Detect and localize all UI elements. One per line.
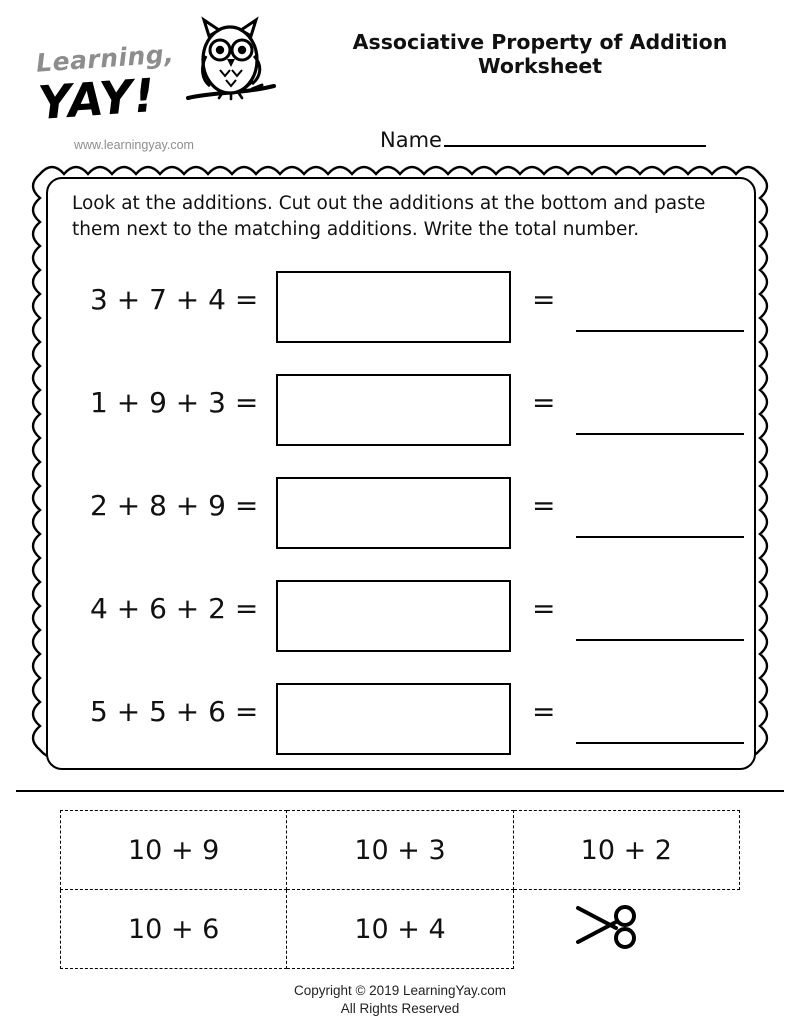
answer-line[interactable] — [576, 741, 744, 744]
answer-line[interactable] — [576, 329, 744, 332]
equals-sign: = — [532, 489, 556, 522]
problem-row — [48, 360, 758, 463]
page-footer — [0, 982, 800, 1018]
cutout-cell[interactable]: 10 + 4 — [287, 890, 513, 969]
cutout-cell[interactable]: 10 + 6 — [61, 890, 287, 969]
name-label: Name — [380, 128, 442, 152]
section-divider — [16, 790, 784, 792]
scissors-icon — [572, 898, 644, 954]
page-title: Associative Property of Addition Worksheet — [352, 30, 728, 78]
answer-line[interactable] — [576, 535, 744, 538]
answer-line[interactable] — [576, 638, 744, 641]
problem-expression: 5 + 5 + 6 = — [90, 695, 259, 728]
paste-box[interactable] — [276, 683, 511, 755]
paste-box[interactable] — [276, 477, 511, 549]
cutout-cell[interactable]: 10 + 2 — [513, 811, 739, 890]
equals-sign: = — [532, 386, 556, 419]
logo-text-yay: YAY! — [36, 67, 158, 131]
rights-line: All Rights Reserved — [340, 1001, 460, 1017]
problem-row — [48, 566, 758, 669]
paste-box[interactable] — [276, 580, 511, 652]
logo-text-learning: Learning, — [35, 39, 175, 78]
table-row — [61, 811, 740, 890]
site-logo — [22, 10, 282, 155]
problem-expression: 1 + 9 + 3 = — [90, 386, 259, 419]
equals-sign: = — [532, 283, 556, 316]
page-header — [0, 0, 800, 165]
cutout-cell[interactable]: 10 + 9 — [61, 811, 287, 890]
problem-row — [48, 463, 758, 566]
copyright-line: Copyright © 2019 LearningYay.com — [293, 983, 507, 998]
name-field-row — [380, 128, 706, 152]
instructions-text: Look at the additions. Cut out the additions at the bottom and paste them next to the matching additions. Write the total number. — [72, 193, 706, 240]
problem-row — [48, 669, 758, 772]
worksheet-panel — [16, 164, 784, 784]
problem-list — [48, 257, 758, 772]
equals-sign: = — [532, 695, 556, 728]
paste-box[interactable] — [276, 271, 511, 343]
problem-expression: 2 + 8 + 9 = — [90, 489, 259, 522]
problem-expression: 4 + 6 + 2 = — [90, 592, 259, 625]
equals-sign: = — [532, 592, 556, 625]
logo-url: www.learningyay.com — [74, 138, 194, 152]
problem-expression: 3 + 7 + 4 = — [90, 283, 259, 316]
name-input-line[interactable] — [444, 128, 706, 147]
cutout-section — [60, 810, 740, 965]
owl-icon — [182, 12, 282, 117]
worksheet-inner-box — [46, 177, 756, 770]
answer-line[interactable] — [576, 432, 744, 435]
paste-box[interactable] — [276, 374, 511, 446]
problem-row — [48, 257, 758, 360]
cutout-cell[interactable]: 10 + 3 — [287, 811, 513, 890]
